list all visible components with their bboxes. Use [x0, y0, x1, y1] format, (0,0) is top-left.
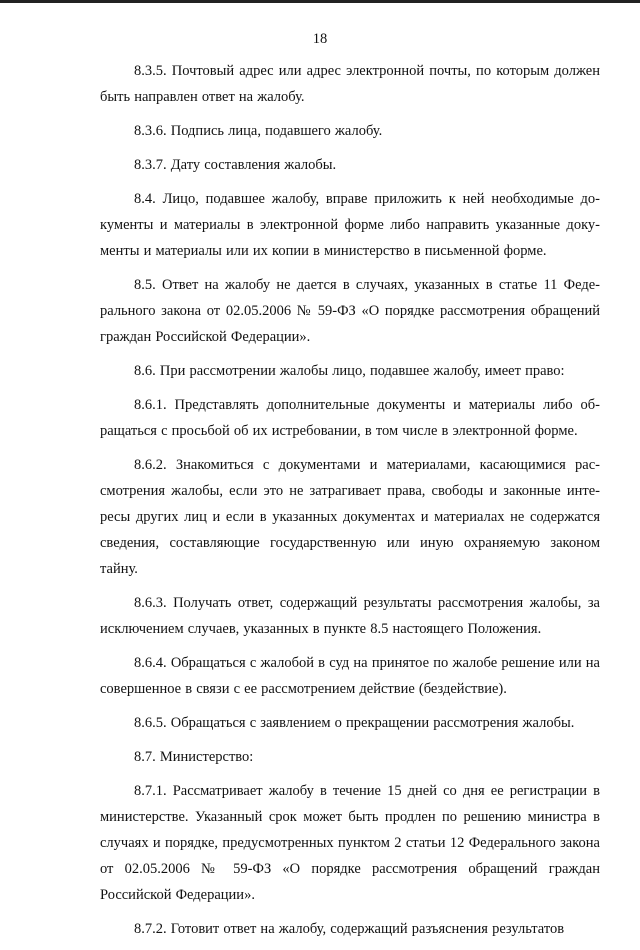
page-number: 18 — [312, 31, 328, 47]
document-body — [100, 58, 600, 950]
paragraph-8-3-6: 8.3.6. Подпись лица, подавшего жалобу. — [134, 123, 383, 139]
paragraph-8-7-1: 8.7.1. Рассматривает жалобу в течение 15 дней со дня ее регистрации в министерстве. Указанный срок может быть продлен по решению министра в случаях и порядке, предусмотренных пунктом 2 статьи 12 Федерального закона от 02.05.2006 № 59-ФЗ «О порядке рассмотрения обращений граждан Российской Федерации». — [100, 783, 600, 903]
paragraph-8-6-5: 8.6.5. Обращаться с заявлением о прекращении рассмотрения жалобы. — [134, 715, 575, 731]
paragraph-8-3-5: 8.3.5. Почтовый адрес или адрес электронной почты, по которым должен быть направлен ответ на жалобу. — [100, 63, 600, 105]
paragraph-8-6-1: 8.6.1. Представлять дополнительные документы и материалы либо обращаться с просьбой об их истребовании, в том числе в электронной форме. — [100, 397, 600, 439]
paragraph-8-6: 8.6. При рассмотрении жалобы лицо, подавшее жалобу, имеет право: — [134, 363, 565, 379]
paragraph-8-6-3: 8.6.3. Получать ответ, содержащий результаты рассмотрения жалобы, за исключением случаев, указанных в пункте 8.5 настоящего Положения. — [100, 595, 600, 637]
paragraph-8-6-2: 8.6.2. Знакомиться с документами и материалами, касающимися рассмотрения жалобы, если это не затрагивает права, свободы и законные интересы других лиц и если в указанных документах и материалах не содержатся сведения, составляющие государственную или иную охраняемую законом тайну. — [100, 457, 600, 577]
paragraph-8-7-2: 8.7.2. Готовит ответ на жалобу, содержащий разъяснения результатов — [134, 921, 565, 937]
paragraph-8-3-7: 8.3.7. Дату составления жалобы. — [134, 157, 337, 173]
scan-top-edge — [0, 0, 640, 3]
paragraph-8-4: 8.4. Лицо, подавшее жалобу, вправе приложить к ней необходимые документы и материалы в электронной форме либо направить указанные документы и материалы или их копии в министерство в письменной форме. — [100, 191, 600, 259]
paragraph-8-7: 8.7. Министерство: — [134, 749, 254, 765]
paragraph-8-6-4: 8.6.4. Обращаться с жалобой в суд на принятое по жалобе решение или на совершенное в связи с ее рассмотрением действие (бездействие). — [100, 655, 600, 697]
paragraph-8-5: 8.5. Ответ на жалобу не дается в случаях, указанных в статье 11 Федерального закона от 02.05.2006 № 59-ФЗ «О порядке рассмотрения обращений граждан Российской Федерации». — [100, 277, 600, 345]
